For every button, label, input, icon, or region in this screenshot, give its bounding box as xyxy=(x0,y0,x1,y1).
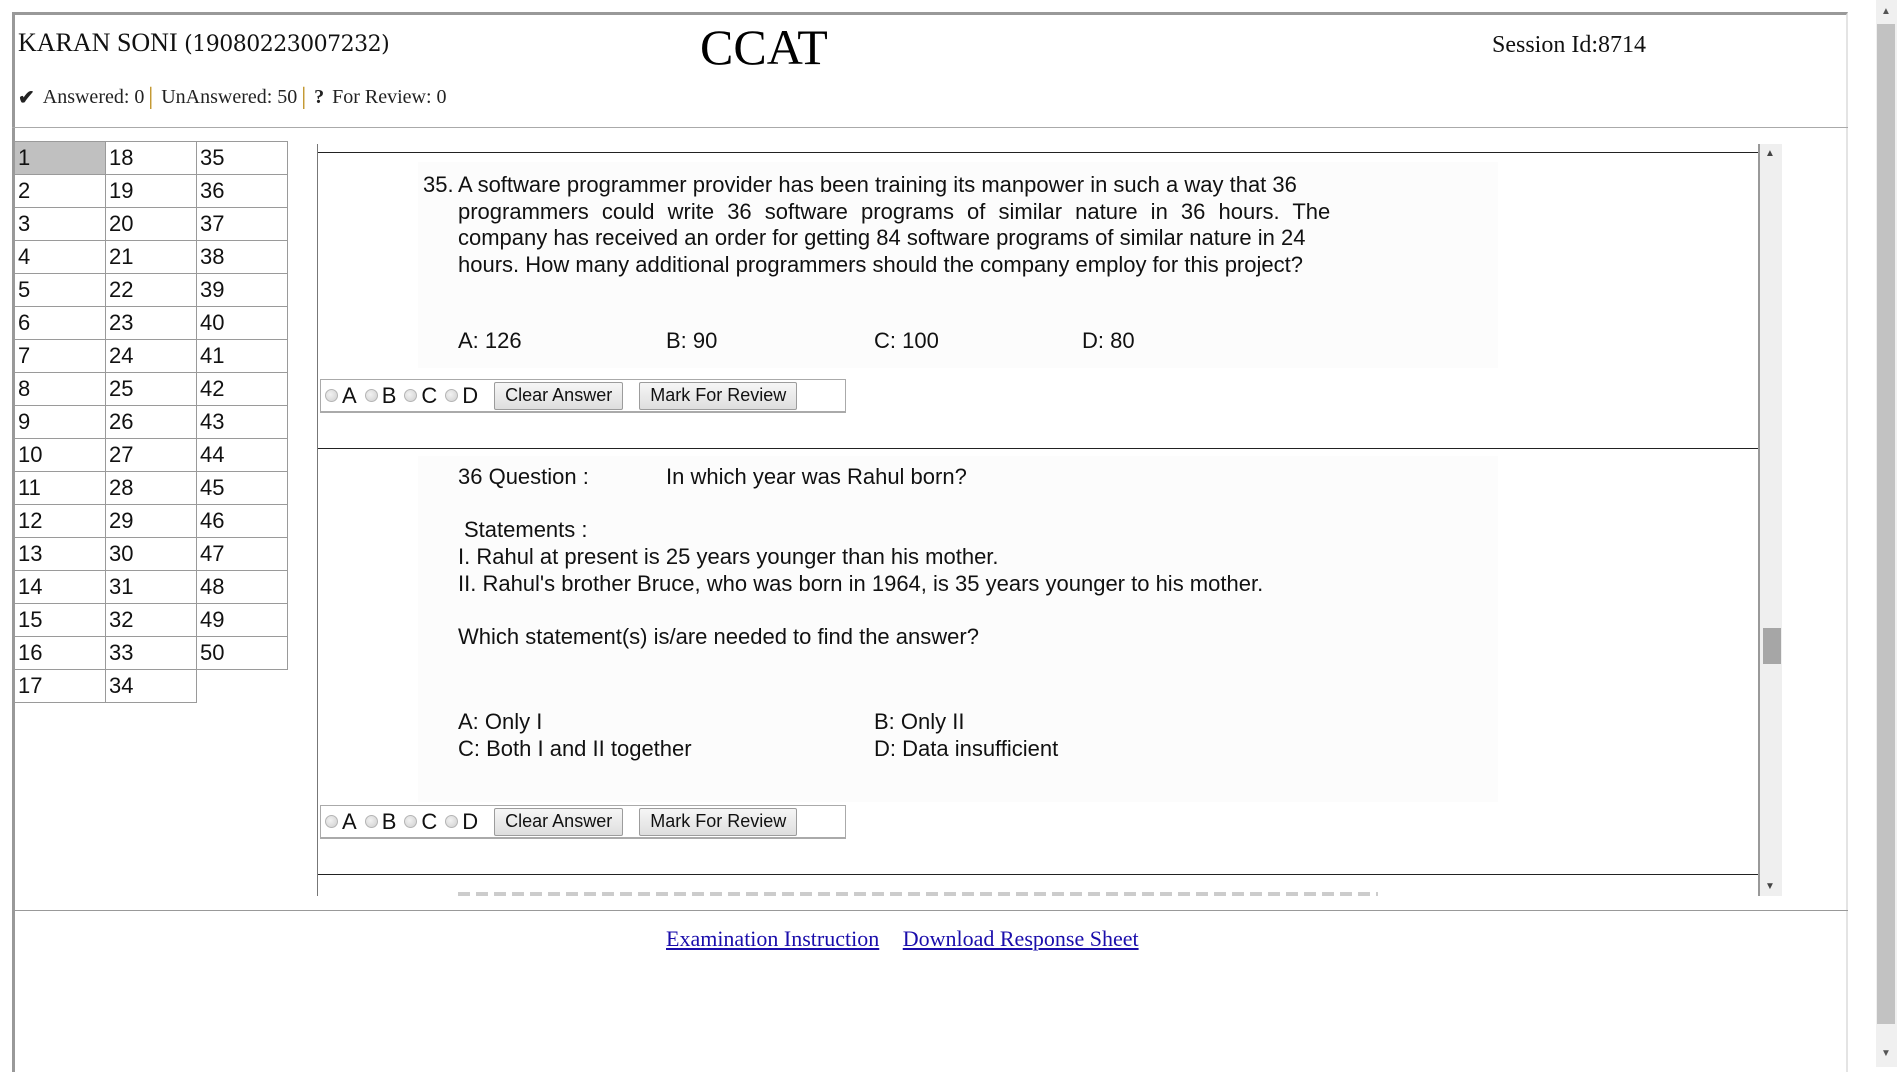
scroll-up-arrow-icon[interactable]: ▲ xyxy=(1881,6,1891,17)
palette-question-30[interactable]: 30 xyxy=(106,538,197,571)
radio-option-b[interactable]: B xyxy=(365,809,397,835)
palette-question-4[interactable]: 4 xyxy=(15,241,106,274)
radio-option-b[interactable]: B xyxy=(365,383,397,409)
option-a: A: 126 xyxy=(458,328,522,353)
palette-row xyxy=(15,208,288,241)
palette-question-5[interactable]: 5 xyxy=(15,274,106,307)
session-id: Session Id:8714 xyxy=(1492,32,1647,58)
palette-question-13[interactable]: 13 xyxy=(15,538,106,571)
checkmark-icon: ✔ xyxy=(18,87,35,109)
mark-for-review-button[interactable]: Mark For Review xyxy=(639,808,797,836)
palette-row xyxy=(15,505,288,538)
palette-question-21[interactable]: 21 xyxy=(106,241,197,274)
palette-row xyxy=(15,241,288,274)
radio-icon[interactable] xyxy=(404,389,417,402)
radio-option-d[interactable]: D xyxy=(445,383,478,409)
answer-controls-q36 xyxy=(320,805,846,839)
palette-question-11[interactable]: 11 xyxy=(15,472,106,505)
radio-option-a[interactable]: A xyxy=(325,383,357,409)
palette-question-33[interactable]: 33 xyxy=(106,637,197,670)
clear-answer-button[interactable]: Clear Answer xyxy=(494,382,623,410)
statement-2: II. Rahul's brother Bruce, who was born in 1964, is 35 years younger to his mother. xyxy=(458,571,1264,596)
option-b: B: Only II xyxy=(874,709,965,734)
question-palette xyxy=(14,141,288,703)
candidate-roll-number: (19080223007232) xyxy=(184,32,390,57)
clear-answer-button[interactable]: Clear Answer xyxy=(494,808,623,836)
answer-controls-q35 xyxy=(320,379,846,413)
radio-option-c[interactable]: C xyxy=(404,809,437,835)
radio-icon[interactable] xyxy=(404,815,417,828)
question-scroll-panel[interactable] xyxy=(317,144,1766,896)
palette-question-36[interactable]: 36 xyxy=(197,175,288,208)
radio-icon[interactable] xyxy=(325,815,338,828)
statements-label: Statements : xyxy=(464,517,588,542)
palette-question-25[interactable]: 25 xyxy=(106,373,197,406)
palette-row xyxy=(15,142,288,175)
palette-question-47[interactable]: 47 xyxy=(197,538,288,571)
palette-row xyxy=(15,307,288,340)
palette-question-2[interactable]: 2 xyxy=(15,175,106,208)
window-scrollbar[interactable] xyxy=(1876,0,1897,1067)
radio-icon[interactable] xyxy=(445,389,458,402)
option-c: C: 100 xyxy=(874,328,939,353)
option-d: D: Data insufficient xyxy=(874,736,1059,761)
palette-question-28[interactable]: 28 xyxy=(106,472,197,505)
palette-empty-cell xyxy=(197,670,288,703)
palette-question-26[interactable]: 26 xyxy=(106,406,197,439)
palette-question-20[interactable]: 20 xyxy=(106,208,197,241)
palette-question-49[interactable]: 49 xyxy=(197,604,288,637)
question-36 xyxy=(418,456,1498,802)
question-mark-icon: ? xyxy=(314,86,325,108)
examination-instruction-link[interactable]: Examination Instruction xyxy=(666,926,880,951)
candidate-name: KARAN SONI xyxy=(18,28,178,57)
question-divider xyxy=(318,152,1758,153)
scroll-down-arrow-icon[interactable]: ▼ xyxy=(1765,881,1775,892)
palette-question-23[interactable]: 23 xyxy=(106,307,197,340)
palette-question-15[interactable]: 15 xyxy=(15,604,106,637)
option-b: B: 90 xyxy=(666,328,718,353)
palette-question-39[interactable]: 39 xyxy=(197,274,288,307)
exam-title: CCAT xyxy=(700,19,828,75)
question-divider xyxy=(318,874,1758,875)
palette-question-10[interactable]: 10 xyxy=(15,439,106,472)
footer-links xyxy=(666,926,1157,952)
option-c: C: Both I and II together xyxy=(458,736,692,761)
scroll-thumb[interactable] xyxy=(1763,628,1781,664)
candidate-info xyxy=(18,28,389,58)
question-panel-scrollbar[interactable] xyxy=(1758,144,1782,896)
stats-separator: | xyxy=(148,84,154,110)
radio-option-d[interactable]: D xyxy=(445,809,478,835)
palette-row xyxy=(15,637,288,670)
stats-separator: | xyxy=(301,84,307,110)
palette-question-46[interactable]: 46 xyxy=(197,505,288,538)
palette-question-19[interactable]: 19 xyxy=(106,175,197,208)
palette-row xyxy=(15,604,288,637)
palette-row xyxy=(15,274,288,307)
next-question-peek xyxy=(458,892,1378,896)
question-prompt: In which year was Rahul born? xyxy=(666,464,967,489)
palette-row xyxy=(15,406,288,439)
radio-option-a[interactable]: A xyxy=(325,809,357,835)
palette-row xyxy=(15,439,288,472)
palette-question-34[interactable]: 34 xyxy=(106,670,197,703)
palette-question-50[interactable]: 50 xyxy=(197,637,288,670)
question-divider xyxy=(318,448,1758,449)
palette-question-31[interactable]: 31 xyxy=(106,571,197,604)
palette-question-40[interactable]: 40 xyxy=(197,307,288,340)
palette-question-17[interactable]: 17 xyxy=(15,670,106,703)
question-line: A software programmer provider has been training its manpower in such a way that 36 xyxy=(458,172,1297,197)
option-d: D: 80 xyxy=(1082,328,1135,353)
palette-question-38[interactable]: 38 xyxy=(197,241,288,274)
question-ask: Which statement(s) is/are needed to find the answer? xyxy=(458,624,979,649)
palette-question-9[interactable]: 9 xyxy=(15,406,106,439)
palette-question-24[interactable]: 24 xyxy=(106,340,197,373)
palette-question-35[interactable]: 35 xyxy=(197,142,288,175)
answered-count: Answered: 0 xyxy=(42,86,145,108)
palette-question-44[interactable]: 44 xyxy=(197,439,288,472)
palette-question-27[interactable]: 27 xyxy=(106,439,197,472)
palette-question-32[interactable]: 32 xyxy=(106,604,197,637)
palette-row xyxy=(15,571,288,604)
unanswered-count: UnAnswered: 50 xyxy=(161,86,298,108)
question-text xyxy=(458,172,1358,278)
palette-question-18[interactable]: 18 xyxy=(106,142,197,175)
radio-icon[interactable] xyxy=(445,815,458,828)
palette-question-37[interactable]: 37 xyxy=(197,208,288,241)
header-divider xyxy=(12,127,1848,128)
question-line: company has received an order for getting 84 software programs of similar nature in 24 xyxy=(458,225,1306,250)
statement-1: I. Rahul at present is 25 years younger than his mother. xyxy=(458,544,999,569)
palette-question-22[interactable]: 22 xyxy=(106,274,197,307)
radio-option-c[interactable]: C xyxy=(404,383,437,409)
for-review-count: For Review: 0 xyxy=(332,86,447,108)
radio-icon[interactable] xyxy=(365,815,378,828)
footer-divider xyxy=(12,910,1848,911)
question-line: hours. How many additional programmers should the company employ for this project? xyxy=(458,251,1303,277)
option-a: A: Only I xyxy=(458,709,543,734)
palette-question-16[interactable]: 16 xyxy=(15,637,106,670)
palette-row xyxy=(15,340,288,373)
palette-question-42[interactable]: 42 xyxy=(197,373,288,406)
scroll-down-arrow-icon[interactable]: ▼ xyxy=(1881,1048,1891,1059)
palette-question-3[interactable]: 3 xyxy=(15,208,106,241)
palette-question-41[interactable]: 41 xyxy=(197,340,288,373)
palette-row xyxy=(15,538,288,571)
question-35 xyxy=(418,162,1498,368)
palette-question-29[interactable]: 29 xyxy=(106,505,197,538)
radio-icon[interactable] xyxy=(365,389,378,402)
palette-question-6[interactable]: 6 xyxy=(15,307,106,340)
palette-question-12[interactable]: 12 xyxy=(15,505,106,538)
radio-icon[interactable] xyxy=(325,389,338,402)
scroll-up-arrow-icon[interactable]: ▲ xyxy=(1765,148,1775,159)
palette-question-43[interactable]: 43 xyxy=(197,406,288,439)
palette-question-45[interactable]: 45 xyxy=(197,472,288,505)
palette-question-48[interactable]: 48 xyxy=(197,571,288,604)
palette-row xyxy=(15,472,288,505)
download-response-sheet-link[interactable]: Download Response Sheet xyxy=(902,926,1139,951)
mark-for-review-button[interactable]: Mark For Review xyxy=(639,382,797,410)
palette-question-14[interactable]: 14 xyxy=(15,571,106,604)
palette-row xyxy=(15,373,288,406)
answer-stats xyxy=(18,84,447,111)
question-number: 35. xyxy=(423,172,454,197)
palette-row xyxy=(15,670,288,703)
question-line: programmers could write 36 software programs of similar nature in 36 hours. The xyxy=(458,198,1331,224)
window-scroll-thumb[interactable] xyxy=(1877,24,1895,1024)
palette-question-8[interactable]: 8 xyxy=(15,373,106,406)
palette-question-1[interactable]: 1 xyxy=(15,142,106,175)
question-number: 36 Question : xyxy=(458,464,589,489)
palette-row xyxy=(15,175,288,208)
palette-question-7[interactable]: 7 xyxy=(15,340,106,373)
